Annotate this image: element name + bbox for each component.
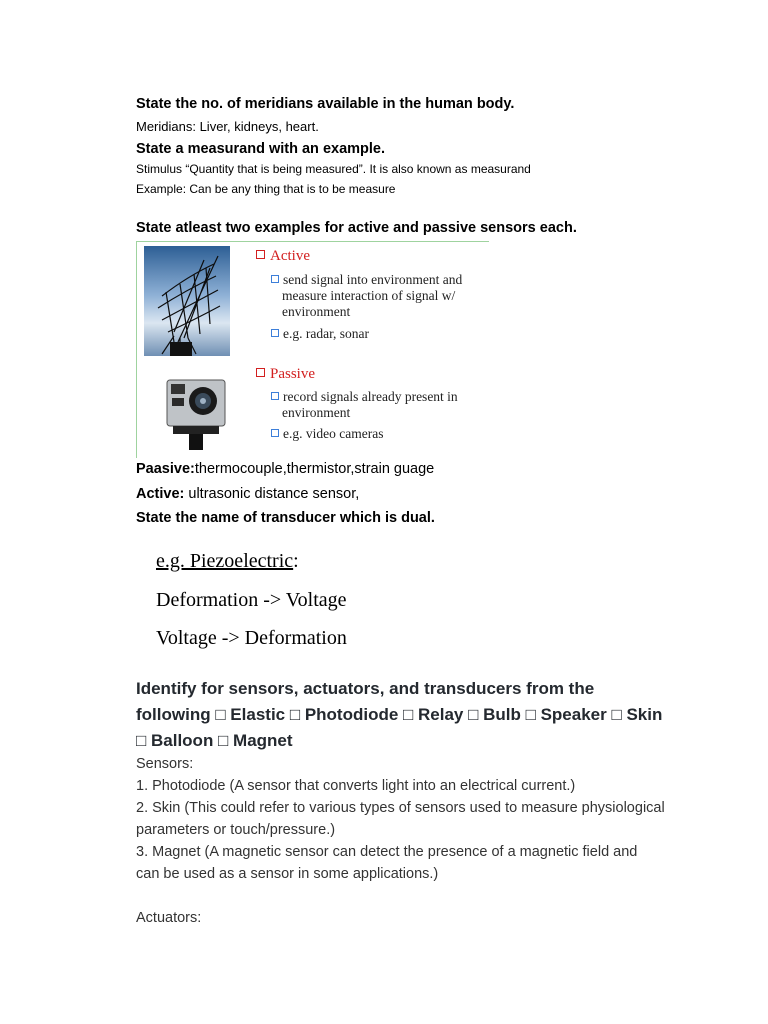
- sensor-figure: [136, 241, 489, 458]
- piezo-line-2: Voltage -> Deformation: [156, 627, 347, 649]
- answer-meridians: Meridians: Liver, kidneys, heart.: [136, 119, 319, 134]
- square-bullet-icon: [256, 250, 265, 259]
- square-bullet-icon: [271, 392, 279, 400]
- question-measurand: State a measurand with an example.: [136, 141, 386, 157]
- answer-measurand-line1: Stimulus “Quantity that is being measured”. It is also known as measurand: [136, 162, 531, 176]
- passive-bullet-2: e.g. video cameras: [271, 426, 383, 442]
- answer-measurand-line2: Example: Can be any thing that is to be measure: [136, 182, 396, 196]
- passive-answer: Paasive:thermocouple,thermistor,strain guage: [136, 461, 435, 477]
- piezo-line-1: Deformation -> Voltage: [156, 589, 347, 611]
- active-bullet-1: send signal into environment and measure interaction of signal w/ environment: [271, 272, 462, 320]
- action-camera-image: [163, 374, 229, 450]
- question-active-passive: State atleast two examples for active and passive sensors each.: [136, 220, 577, 236]
- question-dual-transducer: State the name of transducer which is dual.: [136, 510, 435, 526]
- passive-bullet-1: record signals already present in environment: [271, 389, 458, 421]
- passive-heading: Passive: [256, 366, 315, 383]
- active-heading: Active: [256, 248, 310, 265]
- piezo-example: e.g. Piezoelectric:: [156, 550, 299, 572]
- square-bullet-icon: [271, 329, 279, 337]
- radar-dish-image: [144, 246, 230, 356]
- sensor-item-2: 2. Skin (This could refer to various types of sensors used to measure physiological parameters or touch/pressure.): [136, 800, 665, 838]
- question-identify: Identify for sensors, actuators, and transducers from the following □ Elastic □ Photodiode □ Relay □ Bulb □ Speaker □ Skin □ Balloon □ Magnet: [136, 679, 663, 750]
- square-bullet-icon: [271, 429, 279, 437]
- sensor-item-3: 3. Magnet (A magnetic sensor can detect the presence of a magnetic field and can be used as a sensor in some applications.): [136, 844, 638, 882]
- active-bullet-2: e.g. radar, sonar: [271, 326, 369, 342]
- question-meridians: State the no. of meridians available in the human body.: [136, 96, 515, 112]
- sensor-item-1: 1. Photodiode (A sensor that converts light into an electrical current.): [136, 778, 576, 794]
- square-bullet-icon: [271, 275, 279, 283]
- active-answer: Active: ultrasonic distance sensor,: [136, 486, 360, 502]
- identify-answer: [136, 753, 696, 929]
- actuators-label: Actuators:: [136, 910, 202, 926]
- sensors-label: Sensors:: [136, 756, 194, 772]
- square-bullet-icon: [256, 368, 265, 377]
